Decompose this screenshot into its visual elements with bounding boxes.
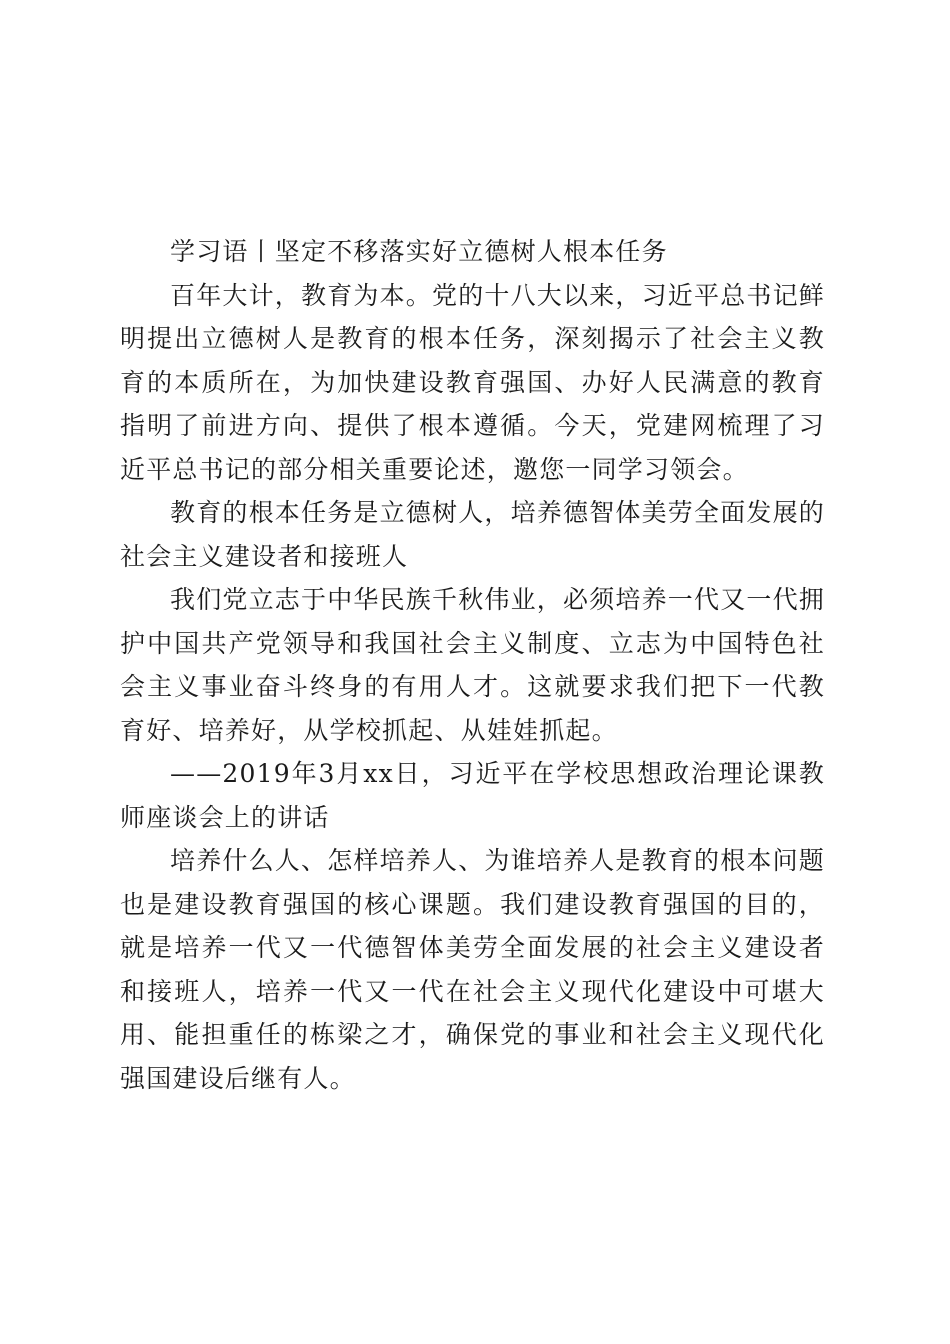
paragraph-quote: 我们党立志于中华民族千秋伟业，必须培养一代又一代拥护中国共产党领导和我国社会主义制度、立志为中国特色社会主义事业奋斗终身的有用人才。这就要求我们把下一代教育好、培养好，从学校抓起、从娃娃抓起。 xyxy=(120,585,826,745)
document-title: 学习语丨坚定不移落实好立德树人根本任务 xyxy=(170,237,668,266)
quote-source: ——2019年3月xx日，习近平在学校思想政治理论课教师座谈会上的讲话 xyxy=(120,759,825,832)
paragraph-body: 培养什么人、怎样培养人、为谁培养人是教育的根本问题也是建设教育强国的核心课题。我们建设教育强国的目的，就是培养一代又一代德智体美劳全面发展的社会主义建设者和接班人，培养一代又一代在社会主义现代化建设中可堪大用、能担重任的栋梁之才，确保党的事业和社会主义现代化强国建设后继有人。 xyxy=(120,846,826,1093)
document-body xyxy=(120,230,825,1100)
paragraph-intro: 百年大计，教育为本。党的十八大以来，习近平总书记鲜明提出立德树人是教育的根本任务，深刻揭示了社会主义教育的本质所在，为加快建设教育强国、办好人民满意的教育指明了前进方向、提供了根本遵循。今天，党建网梳理了习近平总书记的部分相关重要论述，邀您一同学习领会。 xyxy=(120,280,826,484)
section-heading: 教育的根本任务是立德树人，培养德智体美劳全面发展的社会主义建设者和接班人 xyxy=(120,498,826,571)
